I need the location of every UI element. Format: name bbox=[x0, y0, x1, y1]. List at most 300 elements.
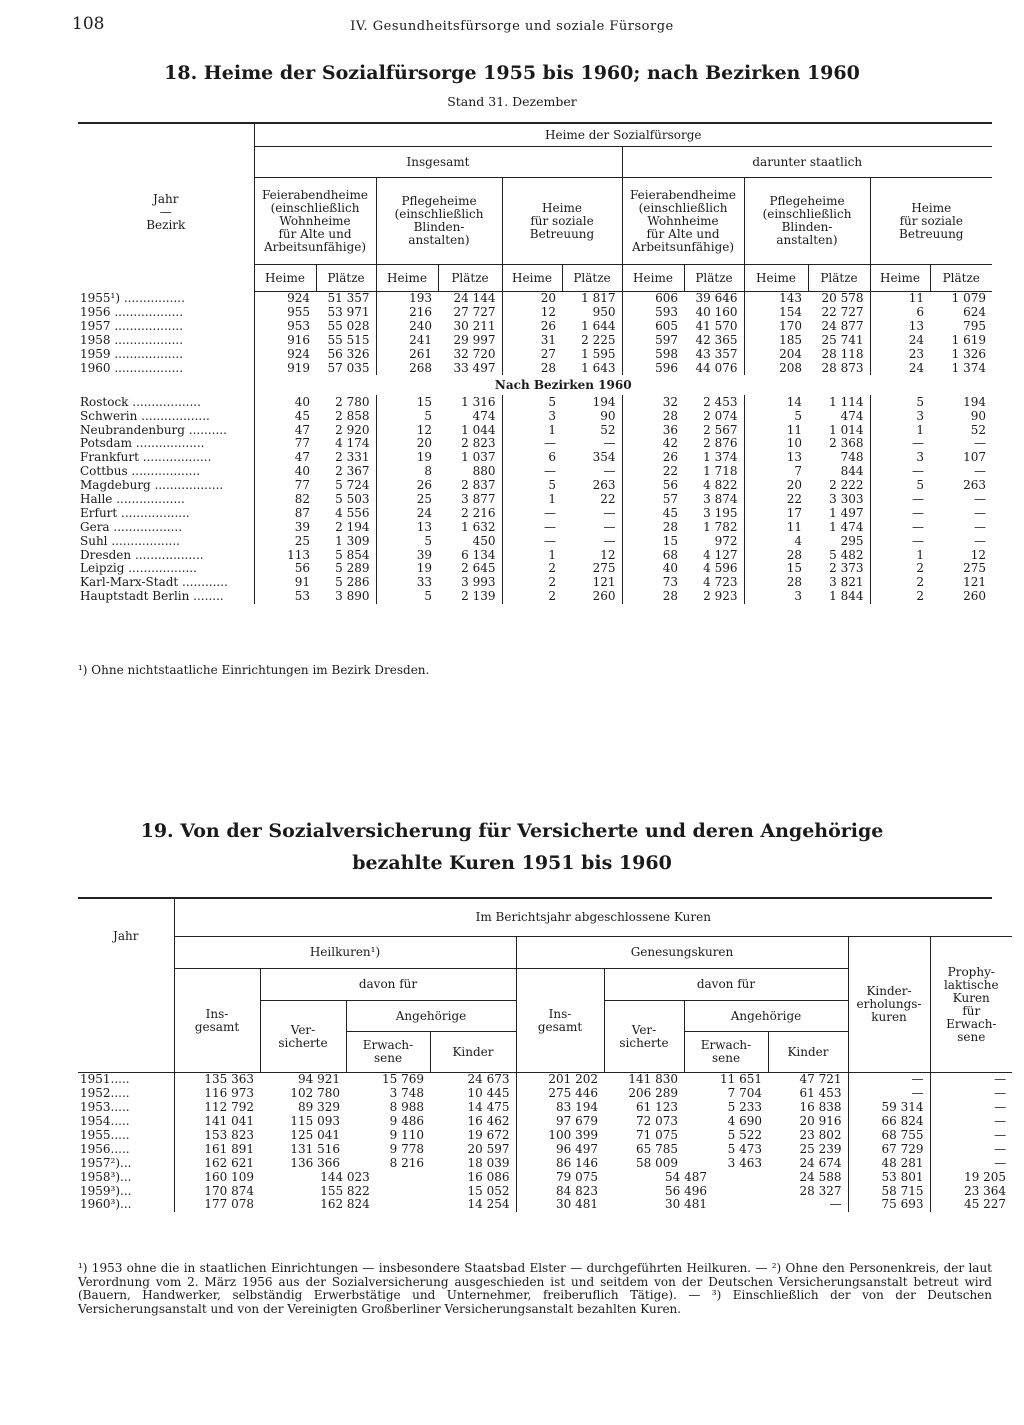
hdr-line: laktische bbox=[943, 977, 999, 992]
table-cell-merged: 162 824 bbox=[320, 1197, 370, 1212]
table-cell: — bbox=[870, 534, 930, 548]
table-cell: 40 bbox=[622, 562, 684, 576]
table-cell: 22 bbox=[744, 493, 808, 507]
table-cell: 68 755 bbox=[848, 1129, 930, 1143]
hdr-line: anstalten) bbox=[776, 233, 838, 247]
table-row-bezirk bbox=[78, 423, 992, 437]
table-cell: 170 bbox=[744, 320, 808, 334]
hdr-kindererholungskuren bbox=[848, 937, 930, 1073]
hdr-line: (einschließlich bbox=[638, 200, 728, 215]
group-heime-sozialfuersorge: Heime der Sozialfürsorge bbox=[254, 124, 992, 147]
table-cell: 89 329 bbox=[298, 1100, 340, 1115]
table-cell-merged: 155 822 bbox=[320, 1183, 370, 1198]
table-cell: 28 327 bbox=[799, 1183, 842, 1198]
table-cell: 90 bbox=[970, 408, 987, 423]
table-cell: 924 bbox=[254, 292, 316, 306]
table-cell: 25 239 bbox=[799, 1141, 842, 1156]
table-cell: 8 216 bbox=[389, 1155, 424, 1170]
table-cell: 107 bbox=[963, 450, 987, 465]
table-cell: 52 bbox=[970, 422, 987, 437]
table-cell: 48 281 bbox=[848, 1156, 930, 1170]
table-cell: 136 366 bbox=[290, 1155, 340, 1170]
table-row-year bbox=[78, 1073, 1012, 1087]
table-cell: 40 bbox=[254, 465, 316, 479]
hdr-line: anstalten) bbox=[408, 233, 470, 247]
table-cell: 3 bbox=[744, 590, 808, 604]
table-cell: 65 785 bbox=[636, 1141, 678, 1156]
table-cell: 1 014 bbox=[829, 422, 864, 437]
table-cell: 77 bbox=[254, 437, 316, 451]
table-cell: 1 bbox=[502, 423, 562, 437]
table-cell: 42 bbox=[622, 437, 684, 451]
table-row-year bbox=[78, 361, 992, 375]
row-label: 1955..... bbox=[80, 1128, 130, 1142]
hdr-feierabendheime bbox=[254, 178, 376, 265]
table-row-year bbox=[78, 348, 992, 362]
table-cell: 45 bbox=[254, 409, 316, 423]
hdr-line: Pflegeheime bbox=[401, 194, 477, 208]
table-row-bezirk bbox=[78, 493, 992, 507]
col-bezirk-header: Bezirk bbox=[146, 217, 186, 232]
table-cell: 20 578 bbox=[821, 291, 864, 306]
table-cell: 22 bbox=[600, 492, 616, 507]
table-cell: 24 bbox=[870, 361, 930, 375]
table-cell: 29 997 bbox=[453, 333, 496, 348]
table-cell: 1 844 bbox=[829, 589, 864, 604]
table-cell: 59 314 bbox=[848, 1101, 930, 1115]
table-row-bezirk bbox=[78, 576, 992, 590]
table-cell: 1 374 bbox=[951, 360, 987, 375]
table-row-year bbox=[78, 1156, 1012, 1170]
hdr-heil-versicherte bbox=[260, 1001, 346, 1073]
table-cell: — bbox=[848, 1073, 930, 1087]
hdr-plaetze: Plätze bbox=[562, 265, 622, 292]
table-cell: — bbox=[502, 437, 562, 451]
table-cell-merged: 144 023 bbox=[320, 1169, 370, 1184]
table-cell: 2 920 bbox=[335, 422, 370, 437]
table-row-year bbox=[78, 1087, 1012, 1101]
table-cell: 32 720 bbox=[453, 347, 496, 361]
table-cell: 73 bbox=[622, 576, 684, 590]
table-cell: 5 473 bbox=[727, 1141, 762, 1156]
table-cell: 161 891 bbox=[174, 1142, 260, 1156]
row-label: 1957²)... bbox=[80, 1156, 132, 1170]
table-cell: 208 bbox=[744, 361, 808, 375]
table-cell: 2 bbox=[870, 562, 930, 576]
table-cell: 12 bbox=[376, 423, 438, 437]
col-jahr-header: Jahr bbox=[153, 191, 179, 206]
table-cell: 1 114 bbox=[829, 394, 864, 409]
table-cell: 24 588 bbox=[799, 1169, 842, 1184]
table-cell: 42 365 bbox=[695, 333, 738, 348]
table18-footnote: ¹) Ohne nichtstaatliche Einrichtungen im Bezirk Dresden. bbox=[78, 663, 430, 677]
table-cell: 28 873 bbox=[821, 360, 864, 375]
hdr-line: für soziale bbox=[530, 213, 594, 228]
hdr-line: Feierabendheime bbox=[262, 187, 368, 202]
table-cell: 96 497 bbox=[516, 1142, 604, 1156]
hdr-line: Ins- bbox=[548, 1006, 572, 1021]
table-row-bezirk bbox=[78, 479, 992, 493]
row-label: Gera .................. bbox=[80, 520, 183, 534]
hdr-genesung-davon-fuer: davon für bbox=[604, 969, 848, 1001]
table-row-bezirk bbox=[78, 465, 992, 479]
row-label: Suhl .................. bbox=[80, 534, 180, 548]
table-cell: 3 bbox=[870, 451, 930, 465]
table-row-year bbox=[78, 334, 992, 348]
table-cell: 4 596 bbox=[703, 561, 738, 576]
hdr-line: für soziale bbox=[899, 213, 963, 228]
hdr-genesung-kinder: Kinder bbox=[768, 1032, 848, 1073]
table-cell: 19 bbox=[376, 562, 438, 576]
hdr-heil-davon-fuer: davon für bbox=[260, 969, 516, 1001]
table-cell: 9 778 bbox=[389, 1141, 424, 1156]
table-cell: 33 497 bbox=[453, 360, 496, 375]
table-cell: 28 bbox=[622, 520, 684, 534]
table-cell: 55 028 bbox=[327, 319, 370, 334]
hdr-line: gesamt bbox=[194, 1019, 240, 1034]
row-label: Erfurt .................. bbox=[80, 506, 190, 520]
table-row-year bbox=[78, 1101, 1012, 1115]
table-cell: 7 bbox=[744, 465, 808, 479]
table-cell: 20 bbox=[502, 292, 562, 306]
row-label: Potsdam .................. bbox=[80, 437, 205, 451]
table-cell: 9 486 bbox=[389, 1114, 424, 1129]
hdr-heil-angehoerige: Angehörige bbox=[346, 1001, 516, 1032]
table-cell: 162 621 bbox=[174, 1156, 260, 1170]
col-jahr-dash: — bbox=[159, 204, 172, 219]
table-cell: — bbox=[502, 506, 562, 520]
table-cell: 20 bbox=[744, 479, 808, 493]
table-cell: 67 729 bbox=[848, 1142, 930, 1156]
section-nach-bezirken: Nach Bezirken 1960 bbox=[494, 377, 632, 392]
table-cell: 112 792 bbox=[174, 1101, 260, 1115]
table-cell: 56 bbox=[254, 562, 316, 576]
table-cell: 61 123 bbox=[636, 1100, 678, 1115]
hdr-line: Feierabendheime bbox=[630, 187, 736, 202]
table-cell: 135 363 bbox=[174, 1073, 260, 1087]
table-cell: 20 bbox=[376, 437, 438, 451]
table-cell: 14 475 bbox=[467, 1100, 510, 1115]
table-cell: 3 877 bbox=[461, 492, 496, 507]
table-cell: 6 bbox=[870, 306, 930, 320]
table-cell: 31 bbox=[502, 334, 562, 348]
table-cell: — bbox=[930, 1156, 1012, 1170]
row-label: 1958³)... bbox=[80, 1170, 132, 1184]
table-cell: 3 993 bbox=[461, 575, 496, 590]
table-cell: 28 bbox=[744, 548, 808, 562]
table-cell: 77 bbox=[254, 479, 316, 493]
hdr-line: Pflegeheime bbox=[769, 194, 845, 208]
table-cell: 25 bbox=[254, 534, 316, 548]
table-row-bezirk bbox=[78, 437, 992, 451]
table-cell: 27 bbox=[502, 348, 562, 362]
group-abgeschlossene-kuren: Im Berichtsjahr abgeschlossene Kuren bbox=[174, 899, 1012, 937]
table-cell: 100 399 bbox=[516, 1129, 604, 1143]
table-cell: 15 bbox=[376, 395, 438, 409]
table-cell: 22 bbox=[622, 465, 684, 479]
table-cell: 15 769 bbox=[382, 1072, 424, 1087]
table-cell: 13 bbox=[376, 520, 438, 534]
table-cell: 125 041 bbox=[290, 1128, 340, 1142]
table-cell: 102 780 bbox=[290, 1086, 340, 1101]
table-cell: 28 bbox=[744, 576, 808, 590]
table-cell: — bbox=[603, 436, 616, 451]
table-cell: 2 858 bbox=[335, 408, 370, 423]
hdr-line: Wohnheime bbox=[647, 213, 719, 228]
table-cell: 1 326 bbox=[951, 347, 987, 361]
table-cell: 263 bbox=[963, 478, 987, 493]
table-cell: 3 463 bbox=[727, 1155, 762, 1170]
table-cell: 28 bbox=[622, 409, 684, 423]
table-cell: 2 bbox=[502, 576, 562, 590]
table-cell: 2 bbox=[502, 590, 562, 604]
table-cell: 474 bbox=[472, 408, 496, 423]
hdr-line: (einschließlich bbox=[270, 200, 360, 215]
table-cell: 4 723 bbox=[703, 575, 738, 590]
hdr-line: sicherte bbox=[278, 1035, 328, 1050]
hdr-line: Arbeitsunfähige) bbox=[631, 239, 735, 254]
table-cell: 143 bbox=[744, 292, 808, 306]
table-cell: 216 bbox=[376, 306, 438, 320]
table-cell: 2 331 bbox=[335, 450, 370, 465]
hdr-line: für Alte und bbox=[278, 226, 352, 241]
table-row-bezirk bbox=[78, 520, 992, 534]
table-cell: 5 503 bbox=[335, 492, 370, 507]
table-cell: — bbox=[603, 519, 616, 534]
table-cell: 3 890 bbox=[335, 589, 370, 604]
table-cell: 240 bbox=[376, 320, 438, 334]
table-cell: 75 693 bbox=[848, 1198, 930, 1212]
table-cell: 26 bbox=[376, 479, 438, 493]
table-cell: — bbox=[974, 492, 987, 507]
table-cell: 10 bbox=[744, 437, 808, 451]
table-cell: 275 bbox=[963, 561, 987, 576]
table-cell: 153 823 bbox=[174, 1129, 260, 1143]
table-cell: — bbox=[603, 464, 616, 479]
table-row-year bbox=[78, 306, 992, 320]
hdr-line: Kuren bbox=[952, 990, 990, 1005]
table-cell: 3 874 bbox=[703, 492, 738, 507]
table-cell: 121 bbox=[963, 575, 987, 590]
hdr-heil-erwachsene bbox=[346, 1032, 430, 1073]
hdr-feierabendheime-staatlich bbox=[622, 178, 744, 265]
table-cell: 1 bbox=[502, 493, 562, 507]
table-cell: 1 782 bbox=[703, 519, 738, 534]
table-cell: 58 009 bbox=[636, 1155, 678, 1170]
table-cell: 955 bbox=[254, 306, 316, 320]
table-cell: 5 bbox=[744, 409, 808, 423]
table-cell: 2 bbox=[502, 562, 562, 576]
row-label: Rostock .................. bbox=[80, 395, 201, 409]
table-cell: 23 364 bbox=[930, 1184, 1012, 1198]
table18 bbox=[78, 124, 992, 604]
table-cell: 154 bbox=[744, 306, 808, 320]
table-cell: 115 093 bbox=[290, 1114, 340, 1129]
table-cell: 28 118 bbox=[821, 347, 864, 361]
table-cell: 185 bbox=[744, 334, 808, 348]
table-cell: 2 368 bbox=[829, 436, 864, 451]
table-cell: 844 bbox=[840, 464, 864, 479]
table-cell: 3 195 bbox=[703, 505, 738, 520]
table-cell: 5 233 bbox=[727, 1100, 762, 1115]
table-cell: 22 727 bbox=[821, 305, 864, 320]
row-label: Cottbus .................. bbox=[80, 464, 201, 479]
table-cell: 30 481 bbox=[516, 1198, 604, 1212]
table-cell: 2 194 bbox=[335, 519, 370, 534]
table-cell: 41 570 bbox=[695, 319, 738, 334]
table-cell: — bbox=[829, 1197, 842, 1212]
table-cell: 72 073 bbox=[636, 1114, 678, 1129]
hdr-heime: Heime bbox=[502, 265, 562, 292]
table-cell: 275 446 bbox=[516, 1087, 604, 1101]
hdr-line: Blinden- bbox=[781, 220, 833, 234]
hdr-line: Ver- bbox=[290, 1022, 316, 1037]
table-row-year bbox=[78, 1115, 1012, 1129]
table-row-year bbox=[78, 1142, 1012, 1156]
table-cell: 47 bbox=[254, 451, 316, 465]
row-label: 1956 .................. bbox=[80, 305, 184, 320]
row-label: Dresden .................. bbox=[80, 548, 204, 562]
table-cell: 598 bbox=[622, 348, 684, 362]
table-cell: — bbox=[870, 465, 930, 479]
table-cell: — bbox=[502, 465, 562, 479]
hdr-heime: Heime bbox=[744, 265, 808, 292]
table-cell: 5 854 bbox=[335, 547, 370, 562]
table-cell: 1 bbox=[870, 423, 930, 437]
hdr-genesung-angehoerige: Angehörige bbox=[684, 1001, 848, 1032]
table-cell: 57 bbox=[622, 493, 684, 507]
table-cell: 23 802 bbox=[799, 1128, 842, 1142]
page-number: 108 bbox=[72, 14, 105, 34]
table-cell: 26 bbox=[502, 320, 562, 334]
table-cell: 201 202 bbox=[516, 1073, 604, 1087]
table-cell: 1 bbox=[870, 548, 930, 562]
table-cell: 2 837 bbox=[461, 478, 496, 493]
table-cell: 47 721 bbox=[799, 1072, 842, 1087]
table-cell: 1 817 bbox=[581, 291, 616, 306]
group-darunter-staatlich: darunter staatlich bbox=[622, 147, 992, 178]
row-label: 1952..... bbox=[80, 1086, 130, 1101]
table-cell: 606 bbox=[622, 292, 684, 306]
table-cell: 87 bbox=[254, 506, 316, 520]
table-cell: 2 225 bbox=[581, 333, 616, 348]
table-cell: 9 110 bbox=[389, 1128, 424, 1142]
table-cell: 2 367 bbox=[335, 464, 370, 479]
hdr-heil-kinder: Kinder bbox=[430, 1032, 516, 1073]
table-cell: 52 bbox=[600, 422, 616, 437]
table-cell: 194 bbox=[963, 394, 987, 409]
table-cell: 2 bbox=[870, 576, 930, 590]
table-cell: 795 bbox=[963, 319, 987, 334]
table-row-year bbox=[78, 292, 992, 306]
table-cell: — bbox=[930, 1142, 1012, 1156]
table-cell: 2 222 bbox=[829, 478, 864, 493]
table-cell: 3 821 bbox=[829, 575, 864, 590]
row-label: 1954..... bbox=[80, 1114, 130, 1129]
table-cell: 354 bbox=[592, 450, 616, 465]
table-cell: 2 876 bbox=[703, 436, 738, 451]
table-row-year bbox=[78, 1129, 1012, 1143]
table-cell: 4 822 bbox=[703, 478, 738, 493]
table-cell: 624 bbox=[963, 305, 987, 320]
table-cell: — bbox=[603, 533, 616, 548]
table18-title: 18. Heime der Sozialfürsorge 1955 bis 1960; nach Bezirken 1960 bbox=[164, 62, 860, 84]
table-row-bezirk bbox=[78, 548, 992, 562]
table-cell: 261 bbox=[376, 348, 438, 362]
hdr-heil-insgesamt bbox=[174, 969, 260, 1073]
table-cell: 260 bbox=[592, 589, 616, 604]
hdr-line: Wohnheime bbox=[279, 213, 351, 228]
table-cell: 2 453 bbox=[703, 394, 738, 409]
hdr-plaetze: Plätze bbox=[438, 265, 502, 292]
table-cell: 28 bbox=[622, 590, 684, 604]
table-cell: 68 bbox=[622, 548, 684, 562]
table-cell: 53 801 bbox=[848, 1170, 930, 1184]
table-cell: 79 075 bbox=[516, 1170, 604, 1184]
table-cell: 33 bbox=[376, 576, 438, 590]
table-cell: 8 988 bbox=[389, 1100, 424, 1115]
row-label: Leipzig .................. bbox=[80, 562, 197, 576]
table-cell: 58 715 bbox=[848, 1184, 930, 1198]
hdr-line: Prophy- bbox=[947, 964, 995, 979]
table-cell: 55 515 bbox=[327, 333, 370, 348]
table-cell: 275 bbox=[592, 561, 616, 576]
hdr-line: (einschließlich bbox=[762, 207, 852, 221]
table-cell: 28 bbox=[502, 361, 562, 375]
table-cell: — bbox=[502, 520, 562, 534]
table-cell: 13 bbox=[870, 320, 930, 334]
hdr-line: Betreuung bbox=[899, 226, 964, 241]
table-cell: 5 bbox=[376, 409, 438, 423]
row-label: 1960 .................. bbox=[80, 361, 184, 375]
hdr-line: sene bbox=[957, 1029, 986, 1044]
hdr-line: Ins- bbox=[205, 1006, 229, 1021]
table-cell: 116 973 bbox=[174, 1087, 260, 1101]
table-cell: 1 632 bbox=[461, 519, 496, 534]
table-cell: 5 286 bbox=[335, 575, 370, 590]
table-cell: 71 075 bbox=[636, 1128, 678, 1142]
table-cell: 47 bbox=[254, 423, 316, 437]
table-cell: 56 326 bbox=[327, 347, 370, 361]
table-cell: 43 357 bbox=[695, 347, 738, 361]
hdr-line: Kinder- bbox=[866, 984, 912, 998]
table-cell: 90 bbox=[600, 408, 616, 423]
row-label: 1958 .................. bbox=[80, 333, 184, 348]
table-cell: 4 690 bbox=[727, 1114, 762, 1129]
table-cell: 1 044 bbox=[461, 422, 496, 437]
table-cell: 16 462 bbox=[467, 1114, 510, 1129]
hdr-plaetze: Plätze bbox=[930, 265, 992, 292]
table-cell: 5 bbox=[870, 395, 930, 409]
hdr-line: gesamt bbox=[537, 1019, 583, 1034]
hdr-line: sene bbox=[373, 1051, 403, 1065]
table-cell: 4 bbox=[744, 534, 808, 548]
table-cell: 474 bbox=[840, 408, 864, 423]
table-cell: 24 144 bbox=[453, 291, 496, 306]
table-row-year bbox=[78, 1170, 1012, 1184]
table-cell: 25 bbox=[376, 493, 438, 507]
table-cell: 11 bbox=[744, 520, 808, 534]
table-cell: 30 211 bbox=[453, 319, 496, 334]
table-cell: 1 595 bbox=[581, 347, 616, 361]
group-genesungskuren: Genesungskuren bbox=[516, 937, 848, 969]
table-cell: 15 052 bbox=[467, 1183, 510, 1198]
table-cell: 3 303 bbox=[829, 492, 864, 507]
table-cell: 83 194 bbox=[516, 1101, 604, 1115]
table-cell: 1 718 bbox=[703, 464, 738, 479]
table-cell: 194 bbox=[592, 394, 616, 409]
table-cell: — bbox=[974, 464, 987, 479]
